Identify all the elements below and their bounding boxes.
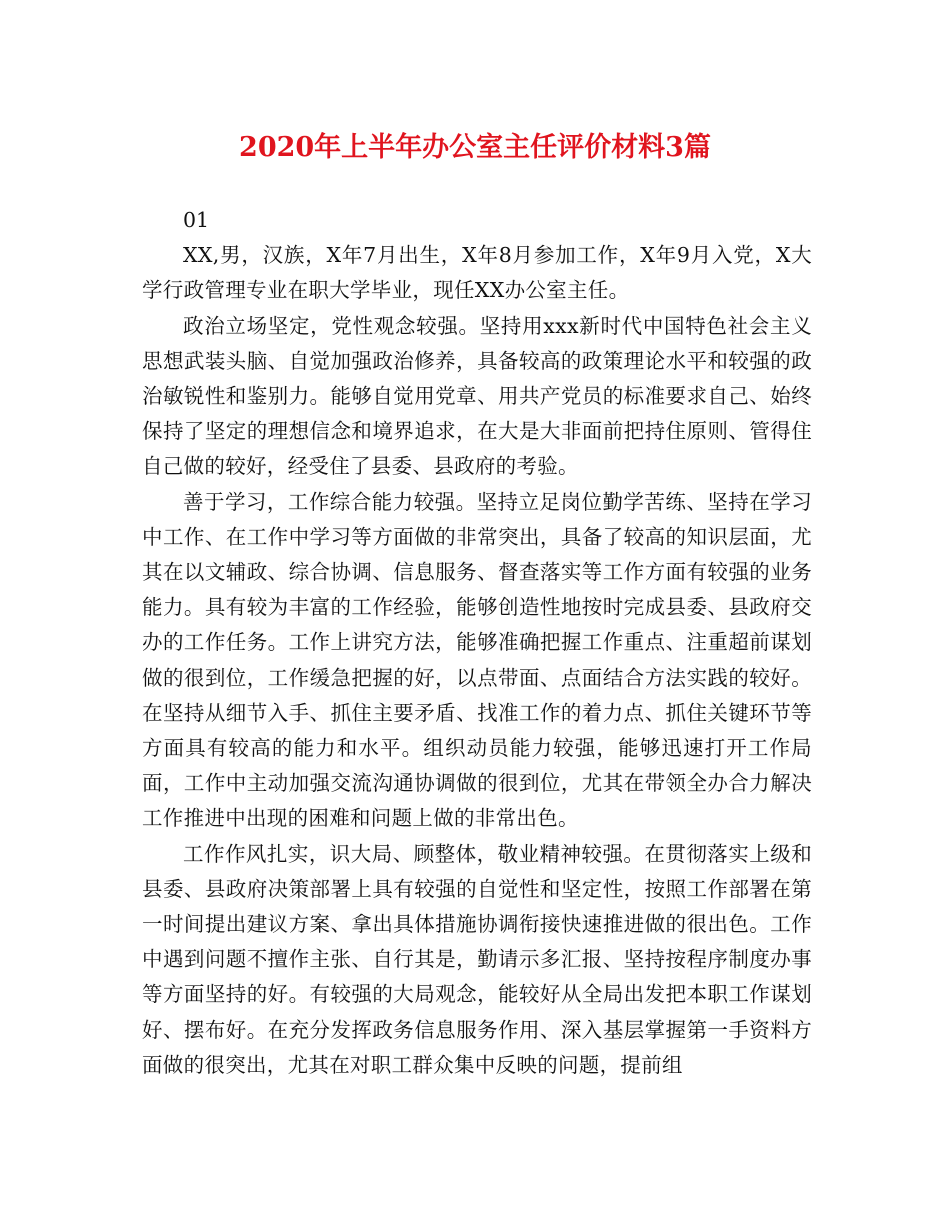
document-body <box>142 203 812 1083</box>
paragraph-work-style: 工作作风扎实，识大局、顾整体，敬业精神较强。在贯彻落实上级和县委、县政府决策部署上具有较强的自觉性和坚定性，按照工作部署在第一时间提出建议方案、拿出具体措施协调衔接快速推进做的很出色。工作中遇到问题不擅作主张、自行其是，勤请示多汇报、坚持按程序制度办事等方面坚持的好。有较强的大局观念，能较好从全局出发把本职工作谋划好、摆布好。在充分发挥政务信息服务作用、深入基层掌握第一手资料方面做的很突出，尤其在对职工群众集中反映的问题，提前组 <box>142 841 812 1077</box>
section-number: 01 <box>183 208 210 232</box>
document-title: 2020年上半年办公室主任评价材料3篇 <box>239 132 711 163</box>
paragraph-political-stance: 政治立场坚定，党性观念较强。坚持用xxx新时代中国特色社会主义思想武装头脑、自觉加强政治修养，具备较高的政策理论水平和较强的政治敏锐性和鉴别力。能够自觉用党章、用共产党员的标准要求自己、始终保持了坚定的理想信念和境界追求，在大是大非面前把持住原则、管得住自己做的较好，经受住了县委、县政府的考验。 <box>142 313 812 479</box>
paragraph-learning-ability: 善于学习，工作综合能力较强。坚持立足岗位勤学苦练、坚持在学习中工作、在工作中学习等方面做的非常突出，具备了较高的知识层面，尤其在以文辅政、综合协调、信息服务、督查落实等工作方面有较强的业务能力。具有较为丰富的工作经验，能够创造性地按时完成县委、县政府交办的工作任务。工作上讲究方法，能够准确把握工作重点、注重超前谋划做的很到位，工作缓急把握的好，以点带面、点面结合方法实践的较好。在坚持从细节入手、抓住主要矛盾、找准工作的着力点、抓住关键环节等方面具有较高的能力和水平。组织动员能力较强，能够迅速打开工作局面，工作中主动加强交流沟通协调做的很到位，尤其在带领全办合力解决工作推进中出现的困难和问题上做的非常出色。 <box>142 489 812 831</box>
paragraph-profile: XX,男，汉族，X年7月出生，X年8月参加工作，X年9月入党，X大学行政管理专业在职大学毕业，现任XX办公室主任。 <box>142 243 812 303</box>
